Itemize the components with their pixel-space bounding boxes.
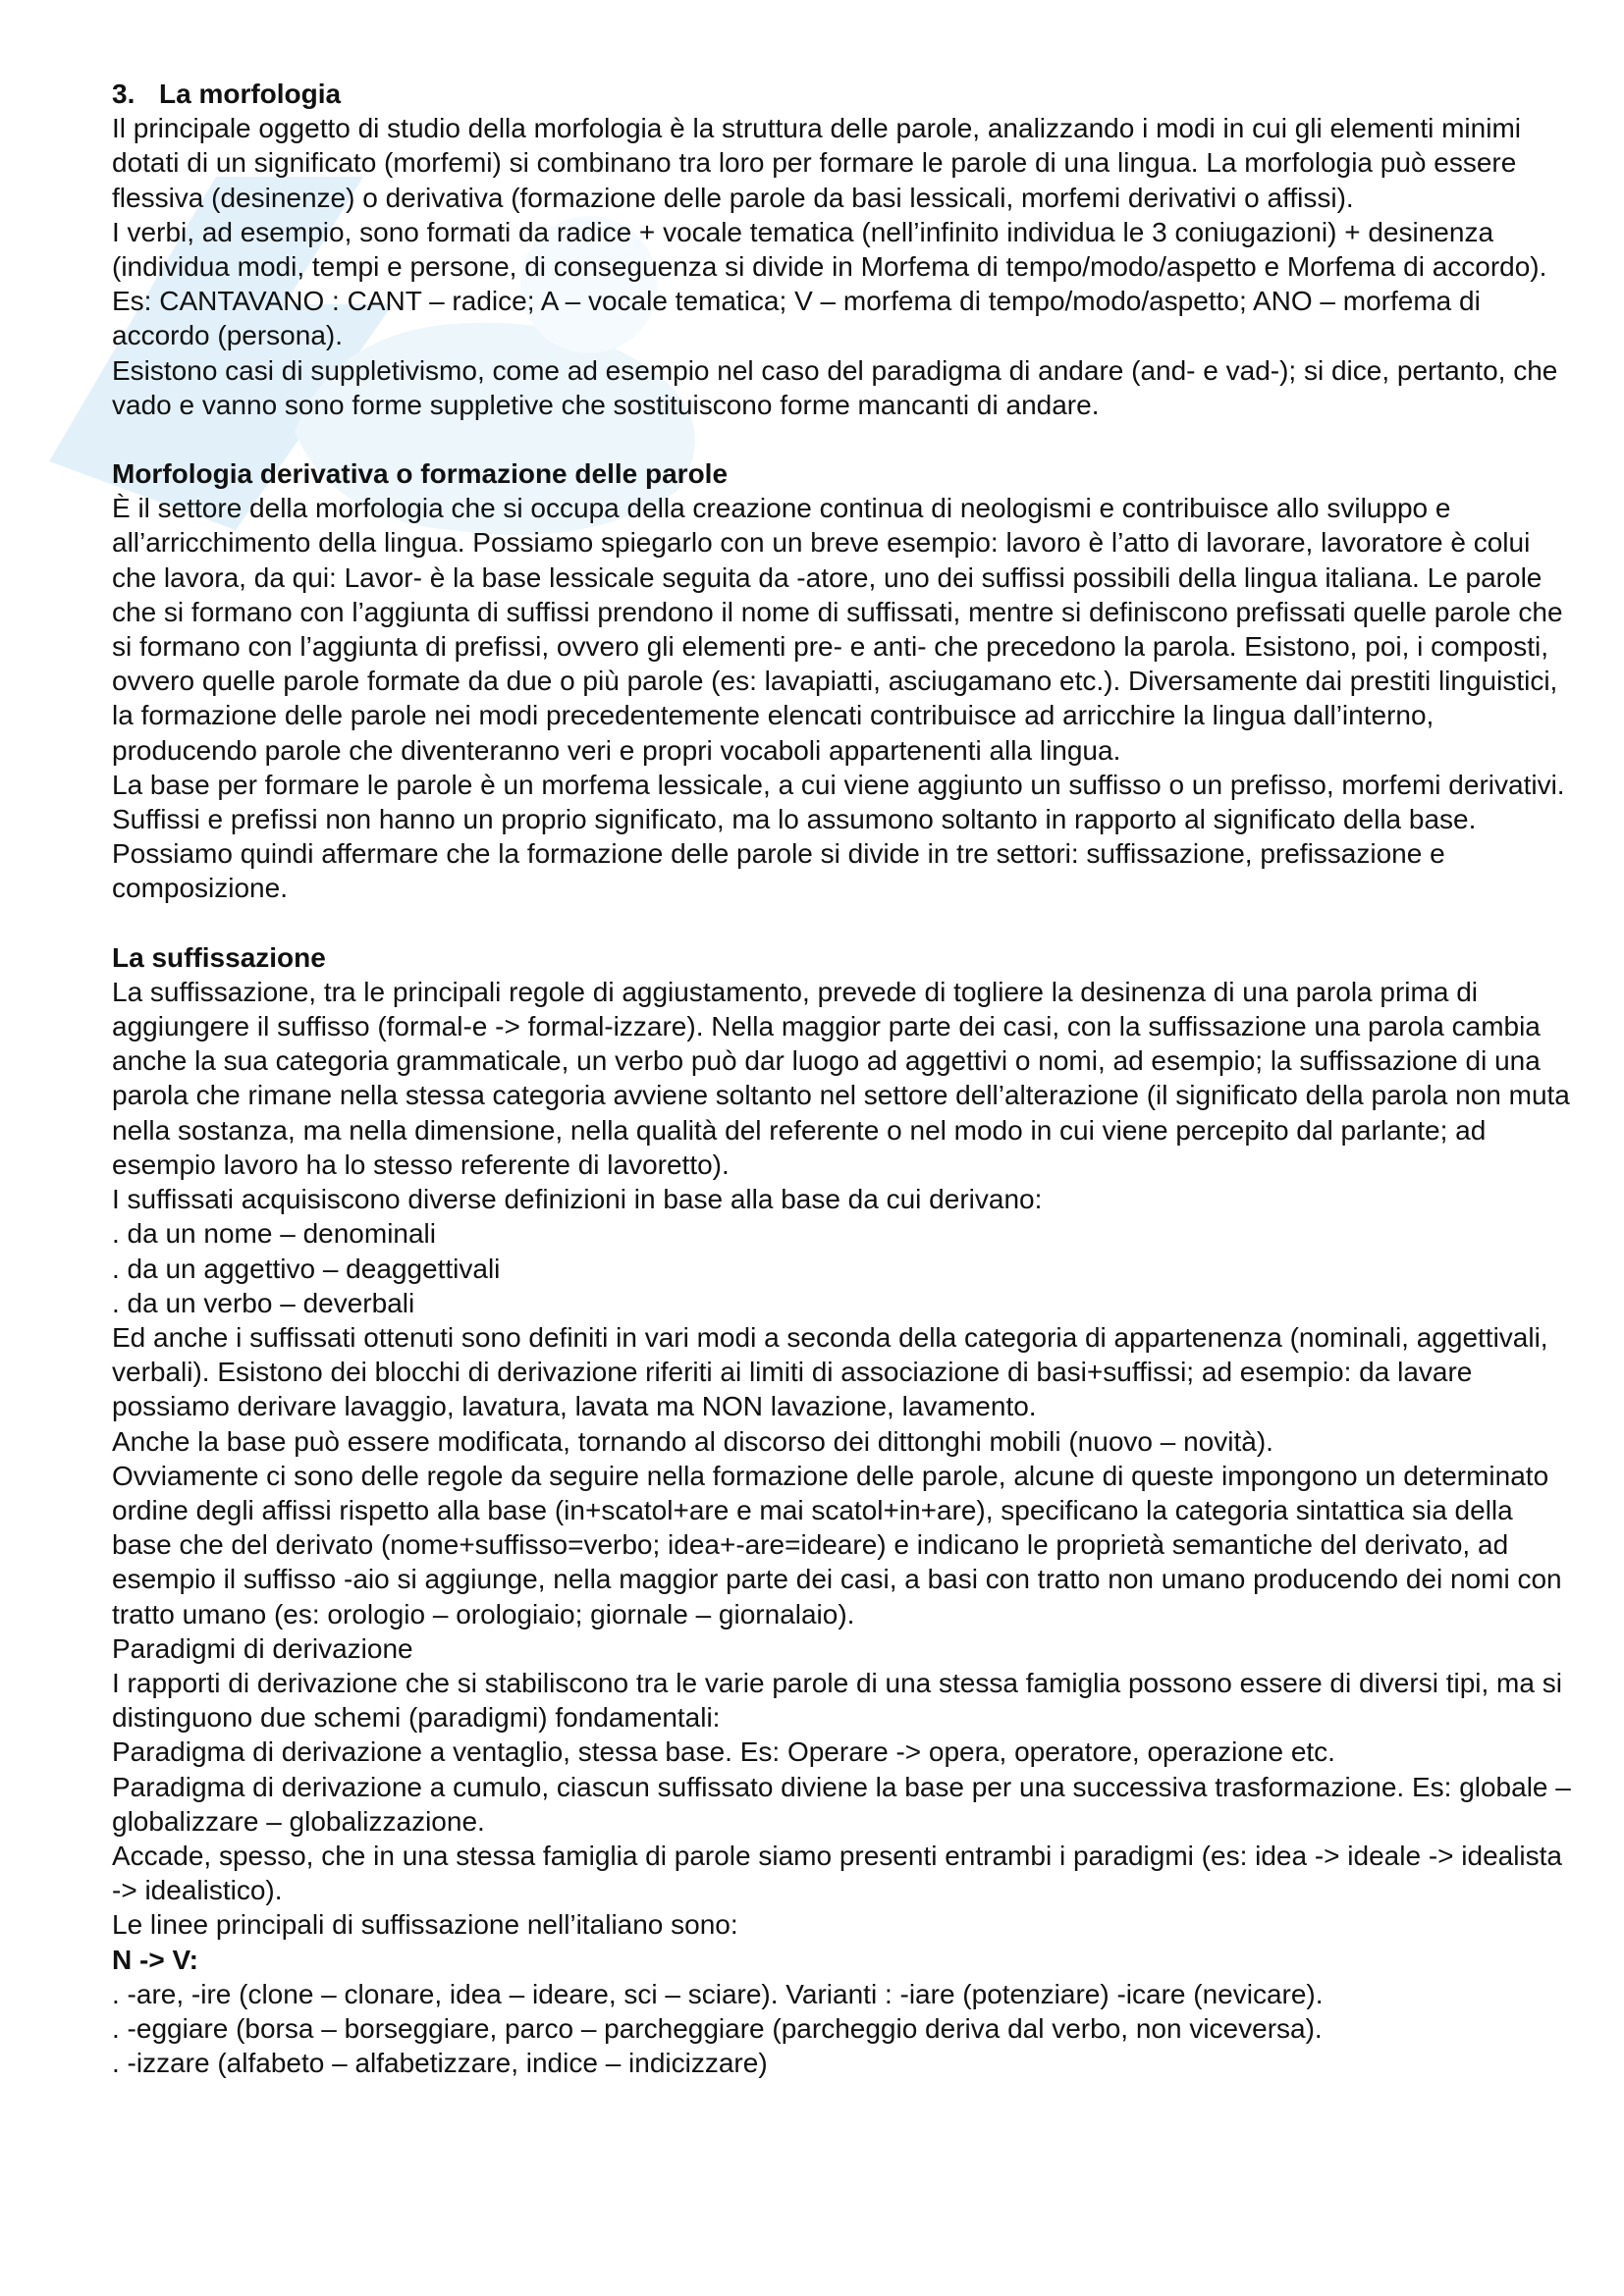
suffissazione-paragraph-1: La suffissazione, tra le principali regole di aggiustamento, prevede di togliere la desinenza di una parola prima di aggiungere il suffisso (formal-e -> formal-izzare). Nella maggior parte dei casi, con la suffissazione una parola cambia anche la sua categoria grammaticale, un verbo può dar luogo ad aggettivi o nomi, ad esempio; la suffissazione di una parola che rimane nella stessa categoria avviene soltanto nel settore dell’alterazione (il significato della parola non muta nella sostanza, ma nella dimensione, nella qualità del referente o nel modo in cui viene percepito dal parlante; ad esempio lavoro ha lo stesso referente di lavoretto). (112, 976, 1570, 1180)
nv-list-item: . -eggiare (borsa – borseggiare, parco – parcheggiare (parcheggio deriva dal verbo, non viceversa). (112, 2012, 1323, 2044)
suffissazione-paragraph-4: Anche la base può essere modificata, tornando al discorso dei dittonghi mobili (nuovo – novità). (112, 1425, 1273, 1457)
paradigma-ventaglio: Paradigma di derivazione a ventaglio, stessa base. Es: Operare -> opera, operatore, operazione etc. (112, 1736, 1335, 1768)
list-item-deaggettivali: . da un aggettivo – deaggettivali (112, 1253, 501, 1284)
document-body (112, 77, 1575, 2080)
suffissazione-paragraph-7: Accade, spesso, che in una stessa famiglia di parole siamo presenti entrambi i paradigmi (es: idea -> ideale -> idealista -> idealistico). (112, 1840, 1562, 1906)
nv-heading: N -> V: (112, 1944, 198, 1975)
intro-paragraph-2: I verbi, ad esempio, sono formati da radice + vocale tematica (nell’infinito individua le 3 coniugazioni) + desinenza (individua modi, tempi e persone, di conseguenza si divide in Morfema di tempo/modo/aspetto e Morfema di accordo). Es: CANTAVANO : CANT – radice; A – vocale tematica; V – morfema di tempo/modo/aspetto; ANO – morfema di accordo (persona). (112, 216, 1547, 351)
paradigmi-subheading: Paradigmi di derivazione (112, 1632, 413, 1664)
section-heading (112, 77, 1575, 111)
nv-list-item: . -izzare (alfabeto – alfabetizzare, indice – indicizzare) (112, 2048, 768, 2079)
derivativa-paragraph-2: La base per formare le parole è un morfema lessicale, a cui viene aggiunto un suffisso o un prefisso, morfemi derivativi. Suffissi e prefissi non hanno un proprio significato, ma lo assumono soltanto in rapporto al significato della base. Possiamo quindi affermare che la formazione delle parole si divide in tre settori: suffissazione, prefissazione e composizione. (112, 769, 1565, 904)
suffissazione-heading: La suffissazione (112, 941, 326, 973)
paragraph-gap (112, 422, 1575, 456)
suffissazione-paragraph-5: Ovviamente ci sono delle regole da seguire nella formazione delle parole, alcune di queste impongono un determinato ordine degli affissi rispetto alla base (in+scatol+are e mai scatol+in+are), specificano la categoria sintattica sia della base che del derivato (nome+suffisso=verbo; idea+-are=ideare) e indicano le proprietà semantiche del derivato, ad esempio il suffisso -aio si aggiunge, nella maggior parte dei casi, a basi con tratto non umano producendo dei nomi con tratto umano (es: orologio – orologiaio; giornale – giornalaio). (112, 1460, 1562, 1629)
paradigma-cumulo: Paradigma di derivazione a cumulo, ciascun suffissato diviene la base per una successiva trasformazione. Es: globale – globalizzare – globalizzazione. (112, 1771, 1571, 1837)
list-item-deverbali: . da un verbo – deverbali (112, 1287, 415, 1318)
derivativa-heading: Morfologia derivativa o formazione delle parole (112, 458, 729, 490)
suffissazione-paragraph-2: I suffissati acquisiscono diverse definizioni in base alla base da cui derivano: (112, 1184, 1043, 1215)
paragraph-gap (112, 906, 1575, 940)
suffissazione-paragraph-6: I rapporti di derivazione che si stabiliscono tra le varie parole di una stessa famiglia possono essere di diversi tipi, ma si distinguono due schemi (paradigmi) fondamentali: (112, 1667, 1562, 1734)
intro-paragraph-3: Esistono casi di suppletivismo, come ad esempio nel caso del paradigma di andare (and- e vad-); si dice, pertanto, che vado e vanno sono forme suppletive che sostituiscono forme mancanti di andare. (112, 354, 1558, 420)
derivativa-paragraph-1: È il settore della morfologia che si occupa della creazione continua di neologismi e contribuisce allo sviluppo e all’arricchimento della lingua. Possiamo spiegarlo con un breve esempio: lavoro è l’atto di lavorare, lavoratore è colui che lavora, da qui: Lavor- è la base lessicale seguita da -atore, uno dei suffissi possibili della lingua italiana. Le parole che si formano con l’aggiunta di suffissi prendono il nome di suffissati, mentre si definiscono prefissati quelle parole che si formano con l’aggiunta di prefissi, ovvero gli elementi pre- e anti- che precedono la parola. Esistono, poi, i composti, ovvero quelle parole formate da due o più parole (es: lavapiatti, asciugamano etc.). Diversamente dai prestiti linguistici, la formazione delle parole nei modi precedentemente elencati contribuisce ad arricchire la lingua dall’interno, producendo parole che diventeranno veri e propri vocaboli appartenenti alla lingua. (112, 493, 1563, 766)
intro-paragraph-1: Il principale oggetto di studio della morfologia è la struttura delle parole, analizzando i modi in cui gli elementi minimi dotati di un significato (morfemi) si combinano tra loro per formare le parole di una lingua. La morfologia può essere flessiva (desinenze) o derivativa (formazione delle parole da basi lessicali, morfemi derivativi o affissi). (112, 113, 1521, 213)
suffissazione-paragraph-3: Ed anche i suffissati ottenuti sono definiti in vari modi a seconda della categoria di appartenenza (nominali, aggettivali, verbali). Esistono dei blocchi di derivazione riferiti ai limiti di associazione di basi+suffissi; ad esempio: da lavare possiamo derivare lavaggio, lavatura, lavata ma NON lavazione, lavamento. (112, 1321, 1548, 1422)
section-number: 3. (112, 79, 135, 109)
suffissazione-paragraph-8: Le linee principali di suffissazione nell’italiano sono: (112, 1909, 738, 1941)
list-item-denominali: . da un nome – denominali (112, 1218, 436, 1250)
section-title: La morfologia (159, 79, 342, 109)
nv-list-item: . -are, -ire (clone – clonare, idea – ideare, sci – sciare). Varianti : -iare (potenziare) -icare (nevicare). (112, 1978, 1324, 2009)
